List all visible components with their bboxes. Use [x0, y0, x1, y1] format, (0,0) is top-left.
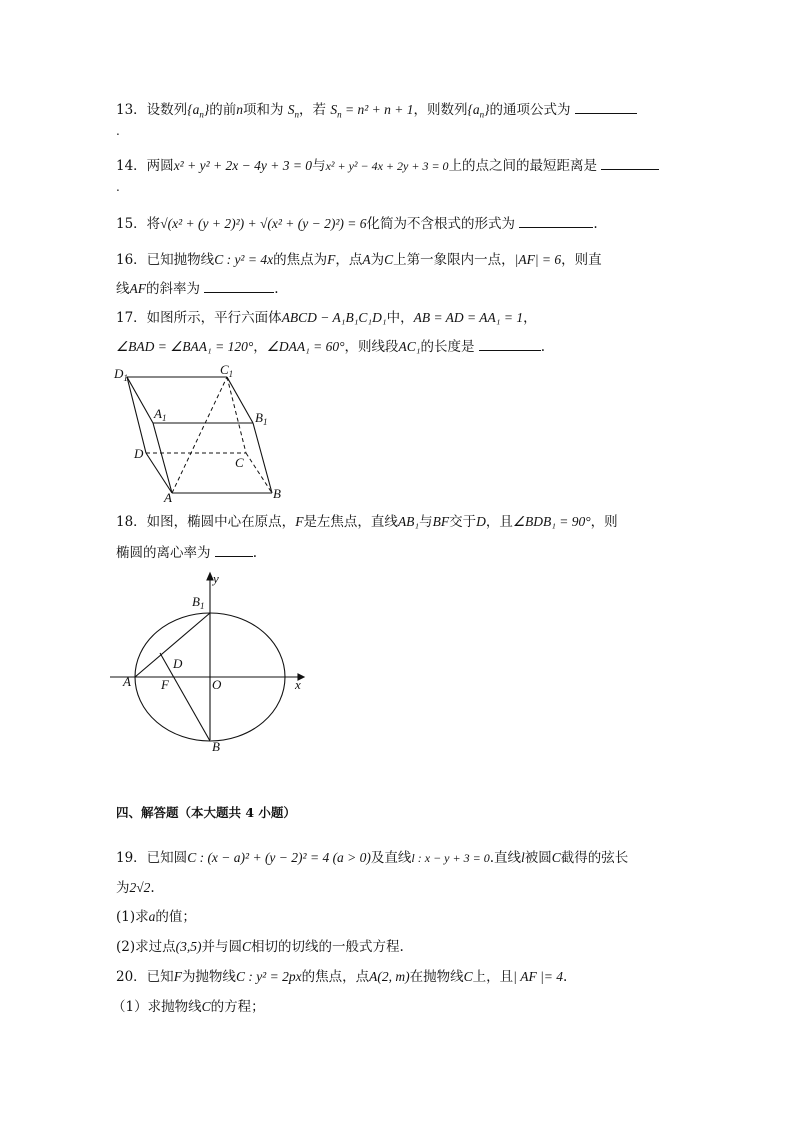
question-16-line2: 线AF的斜率为 . — [116, 278, 279, 299]
label-f: F — [161, 677, 169, 692]
question-18: 18．如图，椭圆中心在原点，F是左焦点，直线AB₁与BF交于D，且∠BDB₁ = 90°，则 — [116, 514, 618, 530]
hidden-edge-cb — [246, 453, 272, 493]
question-15: 15．将√(x² + (y + 2)²) + √(x² + (y − 2)²) = 6化简为不含根式的形式为 . — [116, 213, 598, 234]
question-13: 13．设数列$\{a_n\}$的前n项和为 $S_n$，若 $S_n = n^2 + n + 1$，则数列$\{a_n\}$的通项公式为 — [116, 99, 637, 125]
edge-da — [146, 453, 172, 493]
label-c: C — [235, 455, 244, 470]
label-a1: $A_1$ — [154, 406, 167, 423]
question-18-line2: 椭圆的离心率为 . — [116, 542, 257, 563]
label-d: D — [134, 446, 144, 461]
label-b1: $B_1$ — [192, 594, 205, 611]
label-d: D — [173, 656, 183, 671]
edge-d1d — [127, 377, 146, 453]
label-a: A — [164, 490, 172, 502]
q14-period: . — [116, 180, 120, 194]
question-17-line2: ∠BAD = ∠BAA₁ = 120°，∠DAA₁ = 60°，则线段AC₁的长度是 . — [116, 336, 545, 357]
q13-text: 13．设数列 — [116, 102, 188, 118]
section-heading: 四、解答题（本大题共 4 小题） — [116, 805, 296, 820]
line-bf — [160, 653, 210, 741]
question-20: 20．已知F为抛物线C : y² = 2px的焦点，点A(2, m)在抛物线C上，且| AF |= 4. — [116, 969, 568, 985]
edge-c1b1 — [227, 377, 253, 423]
question-19-part2: (2)求过点(3,5)并与圆C相切的切线的一般式方程. — [116, 939, 404, 955]
parallelepiped-figure — [110, 362, 300, 502]
label-c1: $C_1$ — [220, 362, 234, 379]
label-b: B — [273, 486, 281, 501]
hidden-edge-c1c — [227, 377, 246, 453]
ellipse-figure — [110, 568, 310, 753]
answer-blank[interactable] — [575, 99, 637, 114]
q13-period: . — [116, 124, 120, 138]
label-d1: $D_1$ — [114, 366, 128, 383]
label-a: A — [123, 674, 131, 689]
answer-blank[interactable] — [479, 336, 541, 351]
question-20-part1: （1）求抛物线C的方程； — [112, 999, 265, 1015]
question-19: 19．已知圆C : (x − a)² + (y − 2)² = 4 (a > 0)及直线l : x − y + 3 = 0.直线l被圆C截得的弦长 — [116, 850, 629, 866]
label-y: y — [213, 571, 219, 586]
answer-blank[interactable] — [601, 155, 659, 170]
edge-d1a1 — [127, 377, 153, 423]
question-17: 17．如图所示，平行六面体ABCD − A₁B₁C₁D₁中，AB = AD = AA₁ = 1， — [116, 310, 537, 326]
question-14: 14．两圆x² + y² + 2x − 4y + 3 = 0与x² + y² − 4x + 2y + 3 = 0上的点之间的最短距离是 — [116, 155, 659, 176]
edge-b1b — [253, 423, 272, 493]
question-19-line2: 为2√2. — [116, 880, 155, 896]
label-x: x — [295, 677, 301, 692]
label-b: B — [212, 739, 220, 753]
answer-blank[interactable] — [204, 278, 274, 293]
label-o: O — [212, 677, 222, 692]
diagonal-ac1 — [172, 377, 227, 493]
label-b1: $B_1$ — [255, 410, 268, 427]
question-16: 16．已知抛物线C : y² = 4x的焦点为F，点A为C上第一象限内一点，|AF| = 6，则直 — [116, 252, 602, 268]
answer-blank[interactable] — [215, 542, 253, 557]
edge-a1a — [153, 423, 172, 493]
question-19-part1: (1)求a的值； — [116, 909, 196, 925]
answer-blank[interactable] — [519, 213, 593, 228]
